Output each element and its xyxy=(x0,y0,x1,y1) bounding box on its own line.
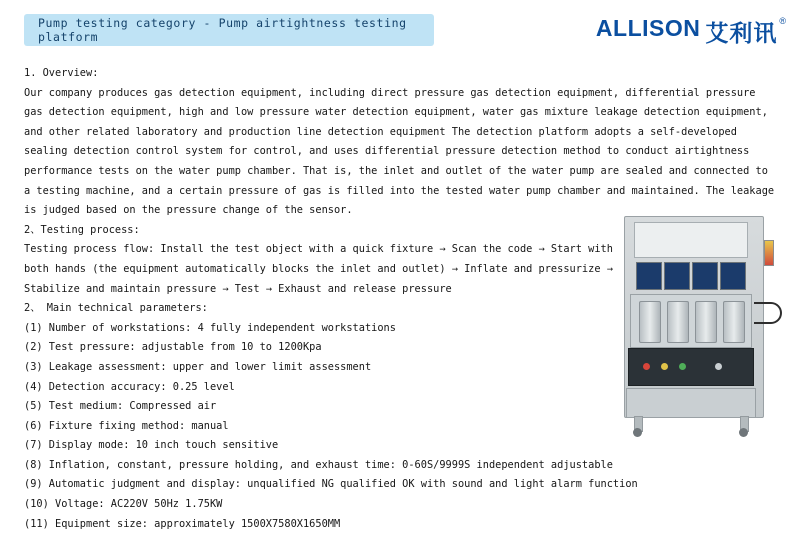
list-item: (9) Automatic judgment and display: unqualified NG qualified OK with sound and light alarm function xyxy=(24,478,638,491)
machine-base xyxy=(626,388,756,418)
list-item: (1) Number of workstations: 4 fully independent workstations xyxy=(24,321,396,334)
brand-logo xyxy=(596,15,786,48)
registered-trademark-icon: ® xyxy=(779,16,786,26)
machine-top-panel xyxy=(634,222,748,258)
process-heading: 2、Testing process: xyxy=(24,223,140,236)
machine-display xyxy=(692,262,718,290)
machine-hose xyxy=(754,302,782,324)
machine-caster xyxy=(739,428,748,437)
brand-name-en: ALLISON xyxy=(595,15,701,41)
machine-control-panel xyxy=(628,348,754,386)
machine-photo xyxy=(596,196,792,446)
machine-display xyxy=(636,262,662,290)
list-item: (8) Inflation, constant, pressure holding, and exhaust time: 0-60S/9999S independent adjustable xyxy=(24,458,613,471)
machine-cylinder xyxy=(695,301,717,343)
list-item: (4) Detection accuracy: 0.25 level xyxy=(24,380,235,393)
machine-display xyxy=(720,262,746,290)
brand-name-cn: 艾利讯 xyxy=(705,21,778,47)
machine-workstation-area xyxy=(630,294,752,348)
list-item: (11) Equipment size: approximately 1500X7580X1650MM xyxy=(24,517,341,530)
list-item: (2) Test pressure: adjustable from 10 to 1200Kpa xyxy=(24,341,322,354)
overview-heading: 1. Overview: xyxy=(24,67,99,79)
process-paragraph: Testing process flow: Install the test object with a quick fixture → Scan the code → Start with both hands (the equipment automatically blocks the inlet and outlet) → Inflate and pressurize → Stabilize and maintain pressure → Test → Exhaust and release pressure xyxy=(24,243,620,295)
status-led-yellow xyxy=(661,363,668,370)
machine-cylinder xyxy=(723,301,745,343)
machine-cylinder xyxy=(639,301,661,343)
overview-paragraph: Our company produces gas detection equipment, including direct pressure gas detection equipment, differential pressure gas detection equipment, high and low pressure water detection equipment, water gas mixture leakage detection equipment, and other related laboratory and production line detection equipment The detection platform adopts a self-developed sealing detection control system for control, and uses differential pressure detection method to conduct airtightness performance tests on the water pump chamber. That is, the inlet and outlet of the water pump are sealed and connected to a testing machine, and a certain pressure of gas is filled into the tested water pump chamber and maintained. The leakage is judged based on the pressure change of the sensor. xyxy=(24,86,781,217)
status-led-green xyxy=(679,363,686,370)
list-item: (3) Leakage assessment: upper and lower limit assessment xyxy=(24,360,372,373)
machine-caster xyxy=(633,428,642,437)
list-item: (7) Display mode: 10 inch touch sensitive xyxy=(24,439,279,452)
machine-display xyxy=(664,262,690,290)
page-header xyxy=(0,0,800,58)
machine-cylinder xyxy=(667,301,689,343)
page-title-chip xyxy=(24,14,434,46)
list-item: (5) Test medium: Compressed air xyxy=(24,400,217,413)
status-led-white xyxy=(715,363,722,370)
parameters-heading: 2、 Main technical parameters: xyxy=(24,302,208,315)
list-item: (6) Fixture fixing method: manual xyxy=(24,419,229,432)
list-item: (10) Voltage: AC220V 50Hz 1.75KW xyxy=(24,498,223,511)
status-led-red xyxy=(643,363,650,370)
signal-tower-icon xyxy=(764,240,774,266)
machine-illustration xyxy=(614,210,774,434)
page-title: Pump testing category - Pump airtightness testing platform xyxy=(38,16,407,44)
machine-display-row xyxy=(636,262,746,288)
